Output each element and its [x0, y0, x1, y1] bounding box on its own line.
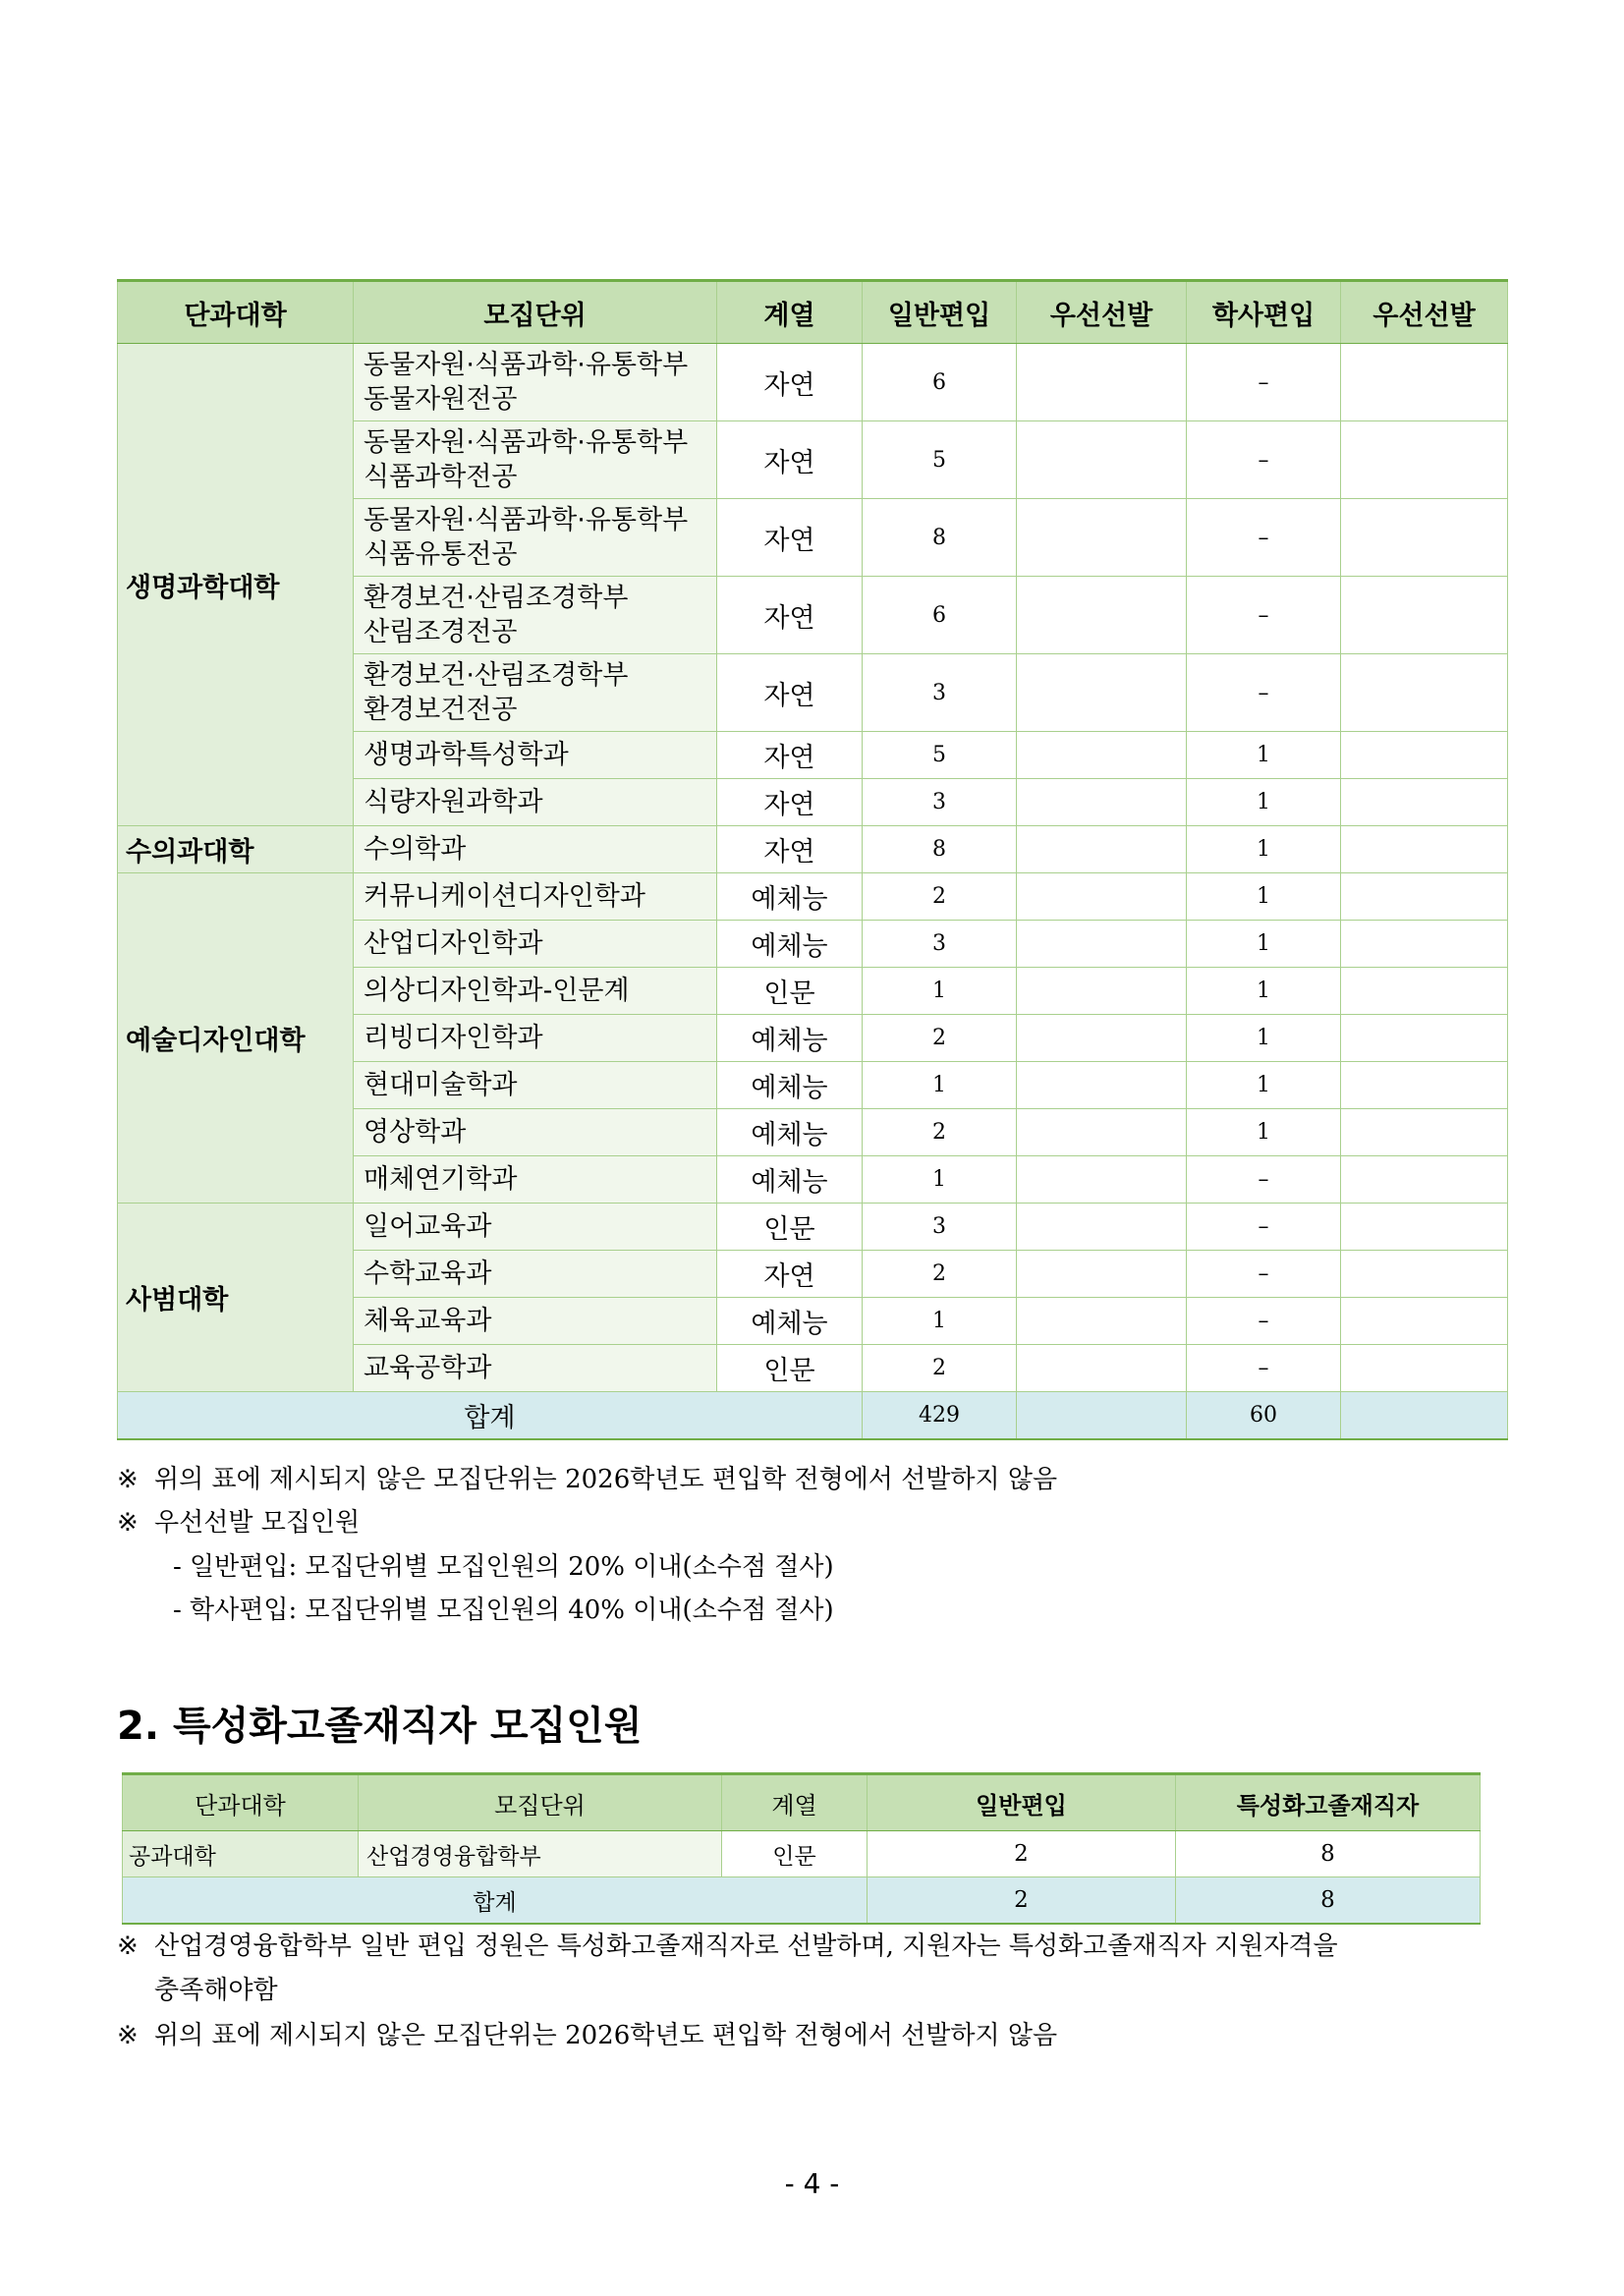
bachelor-cell: 1 [1187, 1109, 1341, 1156]
table-row [118, 344, 1508, 421]
general-cell: 2 [863, 1251, 1017, 1298]
unit-cell: 식량자원과학과 [354, 779, 717, 826]
priority-cell-2 [1341, 732, 1508, 779]
priority-cell-2 [1341, 1156, 1508, 1204]
bachelor-cell: 1 [1187, 1015, 1341, 1062]
priority-cell [1017, 1251, 1187, 1298]
priority-cell [1017, 577, 1187, 654]
general-cell: 1 [863, 1156, 1017, 1204]
unit-cell: 리빙디자인학과 [354, 1015, 717, 1062]
general-cell: 2 [863, 1345, 1017, 1392]
general-cell: 3 [863, 1204, 1017, 1251]
college-cell: 예술디자인대학 [118, 873, 354, 1204]
unit-cell: 동물자원·식품과학·유통학부 식품과학전공 [354, 421, 717, 499]
vocational-recruitment-table [122, 1772, 1481, 1925]
category-cell: 예체능 [717, 873, 863, 921]
bachelor-cell: – [1187, 1204, 1341, 1251]
reference-mark: ※ [117, 1508, 139, 1538]
bachelor-cell: 1 [1187, 1062, 1341, 1109]
bachelor-cell: – [1187, 499, 1341, 577]
category-cell: 자연 [717, 344, 863, 421]
priority-cell [1017, 1109, 1187, 1156]
general-cell: 5 [863, 421, 1017, 499]
unit-cell: 의상디자인학과-인문계 [354, 968, 717, 1015]
bachelor-cell: – [1187, 1298, 1341, 1345]
unit-cell: 현대미술학과 [354, 1062, 717, 1109]
unit-cell: 동물자원·식품과학·유통학부 동물자원전공 [354, 344, 717, 421]
category-cell: 인문 [722, 1831, 868, 1877]
priority-cell-2 [1341, 779, 1508, 826]
priority-cell-2 [1341, 1345, 1508, 1392]
header-college: 단과대학 [118, 281, 354, 344]
unit-cell: 수의학과 [354, 826, 717, 873]
table-row [118, 873, 1508, 921]
category-cell: 자연 [717, 577, 863, 654]
category-cell: 자연 [717, 499, 863, 577]
total-general: 2 [868, 1877, 1176, 1925]
header-category: 계열 [722, 1774, 868, 1831]
priority-cell [1017, 1156, 1187, 1204]
priority-cell-2 [1341, 873, 1508, 921]
total-bachelor: 60 [1187, 1392, 1341, 1440]
priority-cell [1017, 779, 1187, 826]
header-college: 단과대학 [123, 1774, 359, 1831]
category-cell: 자연 [717, 732, 863, 779]
category-cell: 인문 [717, 968, 863, 1015]
note-priority-selection: ※ 우선선발 모집인원 [117, 1505, 360, 1540]
total-priority [1017, 1392, 1187, 1440]
total-row [123, 1877, 1481, 1925]
priority-cell-2 [1341, 344, 1508, 421]
unit-cell: 수학교육과 [354, 1251, 717, 1298]
priority-cell [1017, 1015, 1187, 1062]
unit-cell: 매체연기학과 [354, 1156, 717, 1204]
bachelor-cell: 1 [1187, 968, 1341, 1015]
note-sub-general: - 일반편입: 모집단위별 모집인원의 20% 이내(소수점 절사) [173, 1552, 834, 1582]
priority-cell-2 [1341, 1062, 1508, 1109]
priority-cell-2 [1341, 1204, 1508, 1251]
recruitment-table [117, 279, 1508, 1440]
category-cell: 자연 [717, 779, 863, 826]
bachelor-cell: – [1187, 1251, 1341, 1298]
bachelor-cell: – [1187, 1345, 1341, 1392]
category-cell: 인문 [717, 1345, 863, 1392]
general-cell: 3 [863, 654, 1017, 732]
note-sub-bachelor: - 학사편입: 모집단위별 모집인원의 40% 이내(소수점 절사) [173, 1596, 834, 1625]
table-header-row [123, 1774, 1481, 1831]
table-row [123, 1831, 1481, 1877]
note-unlisted-units: ※ 위의 표에 제시되지 않은 모집단위는 2026학년도 편입학 전형에서 선발하지 않음 [117, 1462, 1057, 1497]
priority-cell-2 [1341, 921, 1508, 968]
general-cell: 2 [863, 873, 1017, 921]
category-cell: 예체능 [717, 1062, 863, 1109]
priority-cell [1017, 499, 1187, 577]
general-cell: 2 [863, 1109, 1017, 1156]
priority-cell [1017, 654, 1187, 732]
header-bachelor-transfer: 학사편입 [1187, 281, 1341, 344]
priority-cell [1017, 1345, 1187, 1392]
total-label: 합계 [118, 1392, 863, 1440]
college-cell: 수의과대학 [118, 826, 354, 873]
total-vocational: 8 [1176, 1877, 1481, 1925]
total-priority-2 [1341, 1392, 1508, 1440]
general-cell: 8 [863, 499, 1017, 577]
unit-cell: 생명과학특성학과 [354, 732, 717, 779]
header-category: 계열 [717, 281, 863, 344]
bachelor-cell: 1 [1187, 779, 1341, 826]
total-general: 429 [863, 1392, 1017, 1440]
general-cell: 1 [863, 968, 1017, 1015]
category-cell: 자연 [717, 421, 863, 499]
header-unit: 모집단위 [359, 1774, 722, 1831]
priority-cell-2 [1341, 1251, 1508, 1298]
bachelor-cell: – [1187, 1156, 1341, 1204]
unit-cell: 교육공학과 [354, 1345, 717, 1392]
priority-cell-2 [1341, 654, 1508, 732]
general-cell: 5 [863, 732, 1017, 779]
reference-mark: ※ [117, 1465, 139, 1494]
unit-cell: 영상학과 [354, 1109, 717, 1156]
priority-cell [1017, 968, 1187, 1015]
priority-cell-2 [1341, 421, 1508, 499]
general-cell: 2 [863, 1015, 1017, 1062]
unit-cell: 산업경영융합학부 [359, 1831, 722, 1877]
page-number: - 4 - [784, 2167, 840, 2200]
priority-cell [1017, 421, 1187, 499]
bachelor-cell: – [1187, 577, 1341, 654]
bachelor-cell: 1 [1187, 826, 1341, 873]
college-cell: 생명과학대학 [118, 344, 354, 826]
priority-cell-2 [1341, 1015, 1508, 1062]
priority-cell [1017, 1204, 1187, 1251]
priority-cell-2 [1341, 1109, 1508, 1156]
category-cell: 자연 [717, 1251, 863, 1298]
total-row [118, 1392, 1508, 1440]
category-cell: 자연 [717, 654, 863, 732]
category-cell: 예체능 [717, 1156, 863, 1204]
priority-cell-2 [1341, 499, 1508, 577]
bachelor-cell: – [1187, 344, 1341, 421]
category-cell: 예체능 [717, 1298, 863, 1345]
priority-cell-2 [1341, 968, 1508, 1015]
category-cell: 예체능 [717, 1015, 863, 1062]
general-cell: 1 [863, 1298, 1017, 1345]
priority-cell-2 [1341, 1298, 1508, 1345]
vocational-cell: 8 [1176, 1831, 1481, 1877]
note-vocational-quota: ※ 산업경영융합학부 일반 편입 정원은 특성화고졸재직자로 선발하며, 지원자는 특성화고졸재직자 지원자격을 [117, 1929, 1338, 1964]
header-unit: 모집단위 [354, 281, 717, 344]
unit-cell: 일어교육과 [354, 1204, 717, 1251]
bachelor-cell: 1 [1187, 873, 1341, 921]
category-cell: 자연 [717, 826, 863, 873]
college-cell: 사범대학 [118, 1204, 354, 1392]
bachelor-cell: – [1187, 654, 1341, 732]
header-vocational-employee: 특성화고졸재직자 [1176, 1774, 1481, 1831]
unit-cell: 산업디자인학과 [354, 921, 717, 968]
unit-cell: 체육교육과 [354, 1298, 717, 1345]
unit-cell: 커뮤니케이션디자인학과 [354, 873, 717, 921]
general-cell: 8 [863, 826, 1017, 873]
general-cell: 2 [868, 1831, 1176, 1877]
priority-cell-2 [1341, 577, 1508, 654]
note-vocational-quota-cont: 충족해야함 [154, 1976, 278, 2005]
priority-cell [1017, 921, 1187, 968]
header-priority-selection: 우선선발 [1017, 281, 1187, 344]
priority-cell [1017, 873, 1187, 921]
priority-cell [1017, 1298, 1187, 1345]
general-cell: 6 [863, 577, 1017, 654]
header-general-transfer: 일반편입 [863, 281, 1017, 344]
unit-cell: 환경보건·산림조경학부 환경보건전공 [354, 654, 717, 732]
general-cell: 6 [863, 344, 1017, 421]
priority-cell [1017, 344, 1187, 421]
total-label: 합계 [123, 1877, 868, 1925]
priority-cell [1017, 826, 1187, 873]
priority-cell-2 [1341, 826, 1508, 873]
general-cell: 3 [863, 921, 1017, 968]
general-cell: 1 [863, 1062, 1017, 1109]
bachelor-cell: 1 [1187, 732, 1341, 779]
reference-mark: ※ [117, 2021, 139, 2050]
note-unlisted-units-2: ※ 위의 표에 제시되지 않은 모집단위는 2026학년도 편입학 전형에서 선발하지 않음 [117, 2018, 1057, 2053]
college-cell: 공과대학 [123, 1831, 359, 1877]
priority-cell [1017, 1062, 1187, 1109]
bachelor-cell: 1 [1187, 921, 1341, 968]
table-row [118, 1204, 1508, 1251]
priority-cell [1017, 732, 1187, 779]
reference-mark: ※ [117, 1932, 139, 1961]
table-row [118, 826, 1508, 873]
header-priority-selection-2: 우선선발 [1341, 281, 1508, 344]
section-heading: 2. 특성화고졸재직자 모집인원 [117, 1704, 643, 1749]
category-cell: 예체능 [717, 1109, 863, 1156]
category-cell: 인문 [717, 1204, 863, 1251]
unit-cell: 동물자원·식품과학·유통학부 식품유통전공 [354, 499, 717, 577]
bachelor-cell: – [1187, 421, 1341, 499]
header-general-transfer: 일반편입 [868, 1774, 1176, 1831]
table-header-row [118, 281, 1508, 344]
general-cell: 3 [863, 779, 1017, 826]
category-cell: 예체능 [717, 921, 863, 968]
unit-cell: 환경보건·산림조경학부 산림조경전공 [354, 577, 717, 654]
